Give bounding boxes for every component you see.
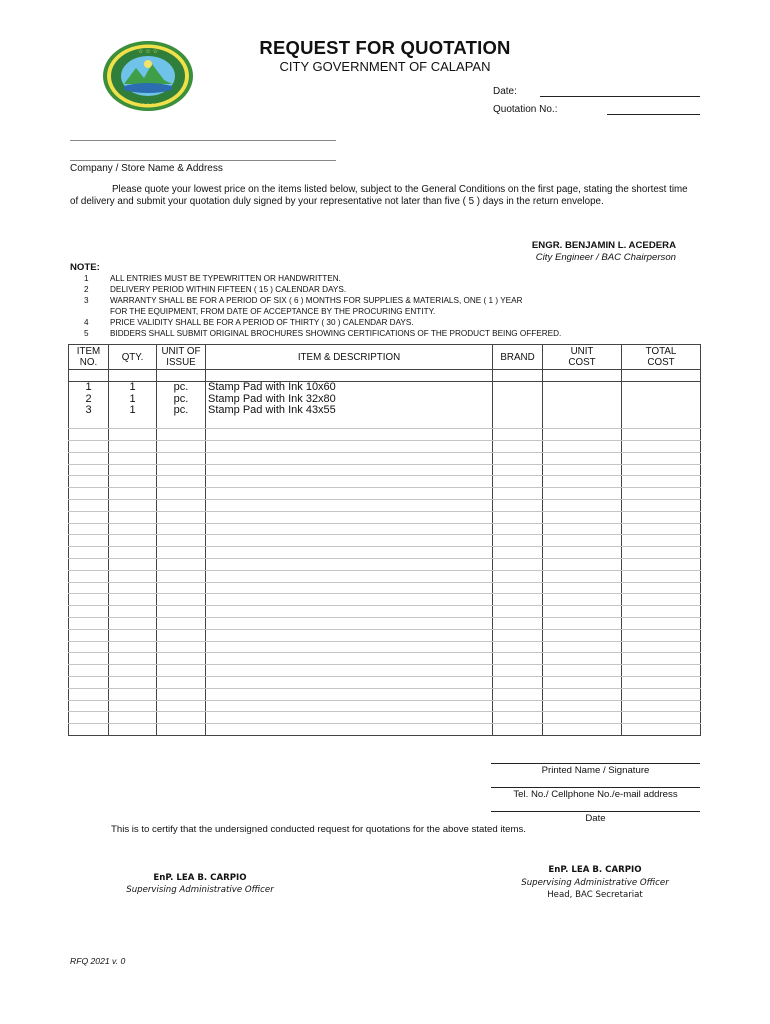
empty-cell[interactable] [493, 558, 543, 570]
table-row-empty [69, 511, 701, 523]
empty-cell[interactable] [543, 700, 622, 712]
empty-cell[interactable] [109, 724, 157, 736]
empty-cell[interactable] [543, 582, 622, 594]
table-row-empty [69, 452, 701, 464]
cell-item-no: 3 [69, 405, 109, 417]
empty-cell[interactable] [622, 547, 701, 559]
cell-unit-cost[interactable] [543, 405, 622, 417]
table-row-empty [69, 676, 701, 688]
empty-cell[interactable] [493, 452, 543, 464]
officer-left-name: EnP. LEA B. CARPIO [153, 873, 247, 883]
officer-right-name: EnP. LEA B. CARPIO [548, 865, 642, 875]
note-text: ALL ENTRIES MUST BE TYPEWRITTEN OR HANDWRITTEN. [110, 274, 341, 283]
empty-cell[interactable] [206, 712, 493, 724]
note-text: BIDDERS SHALL SUBMIT ORIGINAL BROCHURES SHOWING CERTIFICATIONS OF THE PRODUCT BEING OFFERED. [110, 329, 562, 338]
empty-cell[interactable] [109, 676, 157, 688]
empty-cell[interactable] [493, 665, 543, 677]
empty-cell[interactable] [543, 641, 622, 653]
officer-right-subtitle: Head, BAC Secretariat [547, 890, 643, 900]
note-text: PRICE VALIDITY SHALL BE FOR A PERIOD OF THIRTY ( 30 ) CALENDAR DAYS. [110, 318, 414, 327]
empty-cell[interactable] [206, 594, 493, 606]
empty-cell[interactable] [69, 488, 109, 500]
empty-cell[interactable] [206, 665, 493, 677]
empty-cell[interactable] [543, 594, 622, 606]
note-number: 1 [84, 274, 89, 283]
chairperson-title: City Engineer / BAC Chairperson [535, 252, 676, 263]
intro-paragraph [70, 184, 690, 208]
empty-cell[interactable] [157, 452, 206, 464]
empty-cell[interactable] [493, 464, 543, 476]
empty-cell[interactable] [206, 499, 493, 511]
note-number: 2 [84, 285, 89, 294]
empty-cell[interactable] [543, 712, 622, 724]
empty-cell[interactable] [622, 606, 701, 618]
note-number: 4 [84, 318, 89, 327]
empty-cell[interactable] [69, 570, 109, 582]
table-row-empty [69, 724, 701, 736]
cell-total-cost[interactable] [622, 382, 701, 394]
cell-brand[interactable] [493, 405, 543, 417]
empty-cell[interactable] [543, 653, 622, 665]
empty-cell[interactable] [69, 499, 109, 511]
col-unit: UNIT OF ISSUE [157, 345, 206, 370]
empty-cell[interactable] [206, 523, 493, 535]
empty-cell[interactable] [543, 558, 622, 570]
empty-cell[interactable] [69, 582, 109, 594]
empty-cell[interactable] [206, 676, 493, 688]
empty-cell[interactable] [622, 535, 701, 547]
empty-cell[interactable] [157, 653, 206, 665]
cell-unit-cost[interactable] [543, 393, 622, 405]
empty-cell[interactable] [109, 629, 157, 641]
printed-name-label: Printed Name / Signature [541, 765, 650, 776]
empty-cell[interactable] [543, 547, 622, 559]
empty-cell[interactable] [157, 629, 206, 641]
table-row-empty [69, 665, 701, 677]
empty-cell[interactable] [543, 606, 622, 618]
table-header-row [69, 345, 701, 370]
empty-cell[interactable] [493, 523, 543, 535]
empty-cell[interactable] [543, 570, 622, 582]
signature-date-label: Date [585, 813, 606, 824]
note-item [84, 273, 684, 284]
empty-cell[interactable] [109, 476, 157, 488]
empty-cell[interactable] [493, 535, 543, 547]
empty-cell[interactable] [69, 429, 109, 441]
printed-name-signature-field[interactable] [491, 763, 700, 764]
cell-unit: pc. [157, 405, 206, 417]
empty-cell[interactable] [493, 499, 543, 511]
empty-cell[interactable] [157, 476, 206, 488]
empty-cell[interactable] [622, 488, 701, 500]
empty-cell[interactable] [109, 665, 157, 677]
empty-cell[interactable] [622, 594, 701, 606]
note-number: 5 [84, 329, 89, 338]
empty-cell[interactable] [157, 499, 206, 511]
empty-cell[interactable] [206, 606, 493, 618]
empty-cell[interactable] [543, 617, 622, 629]
empty-cell[interactable] [206, 488, 493, 500]
empty-cell[interactable] [493, 712, 543, 724]
table-row-empty [69, 523, 701, 535]
table-row-empty [69, 594, 701, 606]
empty-cell[interactable] [493, 676, 543, 688]
note-item [84, 317, 684, 328]
empty-cell[interactable] [206, 724, 493, 736]
empty-cell[interactable] [493, 688, 543, 700]
empty-cell[interactable] [109, 452, 157, 464]
note-text: WARRANTY SHALL BE FOR A PERIOD OF SIX ( 6 ) MONTHS FOR SUPPLIES & MATERIALS, ONE ( 1 ) YEAR [110, 296, 523, 305]
empty-cell[interactable] [157, 594, 206, 606]
table-row [69, 405, 701, 417]
empty-cell[interactable] [157, 582, 206, 594]
empty-cell[interactable] [206, 617, 493, 629]
date-label: Date: [493, 86, 517, 97]
officer-left-title: Supervising Administrative Officer [126, 885, 274, 895]
empty-cell[interactable] [622, 558, 701, 570]
table-row-empty [69, 688, 701, 700]
empty-cell[interactable] [69, 417, 109, 429]
empty-cell[interactable] [69, 511, 109, 523]
svg-text:• • •: • • • [141, 102, 155, 108]
empty-cell[interactable] [69, 464, 109, 476]
empty-cell[interactable] [493, 570, 543, 582]
table-row-empty [69, 417, 701, 429]
table-row [69, 382, 701, 394]
empty-cell[interactable] [543, 535, 622, 547]
note-text: FOR THE EQUIPMENT, FROM DATE OF ACCEPTANCE BY THE PROCURING ENTITY. [110, 307, 436, 316]
empty-cell[interactable] [206, 535, 493, 547]
cell-item-no: 1 [69, 382, 109, 394]
empty-cell[interactable] [206, 511, 493, 523]
table-row-empty [69, 488, 701, 500]
empty-cell[interactable] [69, 452, 109, 464]
empty-cell[interactable] [109, 700, 157, 712]
officer-right-title: Supervising Administrative Officer [521, 878, 669, 888]
empty-cell[interactable] [157, 464, 206, 476]
empty-cell[interactable] [543, 523, 622, 535]
empty-cell[interactable] [622, 476, 701, 488]
empty-cell[interactable] [206, 429, 493, 441]
cell-unit: pc. [157, 382, 206, 394]
cell-brand[interactable] [493, 393, 543, 405]
empty-cell[interactable] [206, 440, 493, 452]
cell-qty: 1 [109, 393, 157, 405]
empty-cell[interactable] [157, 724, 206, 736]
empty-cell[interactable] [493, 511, 543, 523]
empty-cell[interactable] [109, 535, 157, 547]
date-field[interactable] [540, 96, 700, 97]
empty-cell[interactable] [69, 724, 109, 736]
empty-cell[interactable] [109, 606, 157, 618]
cell-qty: 1 [109, 382, 157, 394]
cell-item-no: 2 [69, 393, 109, 405]
empty-cell[interactable] [622, 700, 701, 712]
empty-cell[interactable] [543, 464, 622, 476]
empty-cell[interactable] [206, 688, 493, 700]
empty-cell[interactable] [109, 712, 157, 724]
empty-cell[interactable] [493, 488, 543, 500]
items-table [68, 344, 701, 736]
empty-cell[interactable] [109, 417, 157, 429]
empty-cell[interactable] [109, 617, 157, 629]
empty-cell[interactable] [69, 641, 109, 653]
notes-list [84, 273, 684, 339]
note-number [84, 306, 110, 317]
table-row-empty [69, 558, 701, 570]
empty-cell[interactable] [157, 488, 206, 500]
table-row-empty [69, 606, 701, 618]
note-item [84, 328, 684, 339]
issuer-name: CITY GOVERNMENT OF CALAPAN [279, 59, 491, 74]
empty-cell[interactable] [493, 724, 543, 736]
svg-text:☆ ☆ ☆: ☆ ☆ ☆ [138, 48, 158, 55]
empty-cell[interactable] [157, 523, 206, 535]
col-item-no: ITEM NO. [69, 345, 109, 370]
empty-cell[interactable] [206, 641, 493, 653]
empty-cell[interactable] [493, 617, 543, 629]
empty-cell[interactable] [109, 570, 157, 582]
empty-cell[interactable] [157, 665, 206, 677]
company-label: Company / Store Name & Address [70, 163, 223, 174]
empty-cell[interactable] [622, 724, 701, 736]
empty-cell[interactable] [206, 582, 493, 594]
table-row-empty [69, 617, 701, 629]
cell-total-cost[interactable] [622, 405, 701, 417]
note-item [84, 284, 684, 295]
empty-cell[interactable] [622, 452, 701, 464]
empty-cell[interactable] [109, 488, 157, 500]
empty-cell[interactable] [622, 511, 701, 523]
empty-cell[interactable] [157, 700, 206, 712]
empty-cell[interactable] [109, 558, 157, 570]
note-number: 3 [84, 296, 89, 305]
empty-cell[interactable] [109, 582, 157, 594]
table-row-empty [69, 440, 701, 452]
empty-cell[interactable] [493, 417, 543, 429]
empty-cell[interactable] [109, 653, 157, 665]
empty-cell[interactable] [109, 499, 157, 511]
empty-cell[interactable] [622, 665, 701, 677]
contact-label: Tel. No./ Cellphone No./e-mail address [513, 789, 678, 800]
table-row-empty [69, 547, 701, 559]
empty-cell[interactable] [543, 724, 622, 736]
empty-cell[interactable] [69, 476, 109, 488]
empty-cell[interactable] [69, 606, 109, 618]
table-row-empty [69, 535, 701, 547]
empty-cell[interactable] [69, 676, 109, 688]
empty-cell[interactable] [157, 606, 206, 618]
empty-cell[interactable] [493, 547, 543, 559]
table-row-empty [69, 700, 701, 712]
table-row-empty [69, 653, 701, 665]
empty-cell[interactable] [622, 429, 701, 441]
empty-cell[interactable] [69, 688, 109, 700]
empty-cell[interactable] [206, 570, 493, 582]
empty-cell[interactable] [109, 688, 157, 700]
note-item [84, 295, 684, 306]
form-version: RFQ 2021 v. 0 [70, 956, 126, 966]
empty-cell[interactable] [206, 700, 493, 712]
empty-cell[interactable] [493, 594, 543, 606]
col-brand: BRAND [493, 345, 543, 370]
empty-cell[interactable] [206, 653, 493, 665]
cell-brand[interactable] [493, 382, 543, 394]
empty-cell[interactable] [109, 429, 157, 441]
empty-cell[interactable] [109, 511, 157, 523]
empty-cell[interactable] [543, 676, 622, 688]
empty-cell[interactable] [157, 712, 206, 724]
table-row-empty [69, 582, 701, 594]
empty-cell[interactable] [69, 700, 109, 712]
empty-cell[interactable] [109, 547, 157, 559]
cell-unit-cost[interactable] [543, 382, 622, 394]
empty-cell[interactable] [622, 570, 701, 582]
empty-cell[interactable] [622, 523, 701, 535]
empty-cell[interactable] [543, 688, 622, 700]
col-qty: QTY. [109, 345, 157, 370]
empty-cell[interactable] [206, 547, 493, 559]
empty-cell[interactable] [206, 464, 493, 476]
chairperson-name: ENGR. BENJAMIN L. ACEDERA [531, 240, 676, 251]
signature-date-field[interactable] [491, 811, 700, 812]
table-row-empty [69, 476, 701, 488]
empty-cell[interactable] [69, 594, 109, 606]
empty-cell[interactable] [493, 429, 543, 441]
empty-cell[interactable] [622, 712, 701, 724]
empty-cell[interactable] [622, 688, 701, 700]
empty-cell[interactable] [69, 558, 109, 570]
empty-cell[interactable] [157, 417, 206, 429]
empty-cell[interactable] [622, 629, 701, 641]
empty-cell[interactable] [543, 499, 622, 511]
table-row [69, 393, 701, 405]
empty-cell[interactable] [543, 440, 622, 452]
table-row-empty [69, 464, 701, 476]
empty-cell[interactable] [157, 617, 206, 629]
empty-cell[interactable] [157, 558, 206, 570]
empty-cell[interactable] [493, 700, 543, 712]
empty-cell[interactable] [493, 582, 543, 594]
empty-cell[interactable] [543, 488, 622, 500]
empty-cell[interactable] [543, 476, 622, 488]
empty-cell[interactable] [493, 641, 543, 653]
empty-cell[interactable] [69, 617, 109, 629]
empty-cell[interactable] [622, 641, 701, 653]
certification-text: This is to certify that the undersigned conducted request for quotations for the above stated items. [111, 824, 526, 835]
empty-cell[interactable] [69, 653, 109, 665]
empty-cell[interactable] [622, 440, 701, 452]
empty-cell[interactable] [157, 429, 206, 441]
table-row-empty [69, 641, 701, 653]
notes-heading: NOTE: [70, 262, 100, 273]
table-row-empty [69, 570, 701, 582]
empty-cell[interactable] [206, 629, 493, 641]
company-address-field[interactable] [70, 160, 336, 161]
cell-qty: 1 [109, 405, 157, 417]
empty-cell[interactable] [543, 429, 622, 441]
empty-cell[interactable] [622, 582, 701, 594]
empty-cell[interactable] [157, 535, 206, 547]
cell-description: Stamp Pad with Ink 43x55 [206, 405, 493, 417]
empty-cell[interactable] [69, 440, 109, 452]
empty-cell[interactable] [493, 440, 543, 452]
empty-cell[interactable] [493, 476, 543, 488]
contact-field[interactable] [491, 787, 700, 788]
empty-cell[interactable] [69, 547, 109, 559]
empty-cell[interactable] [69, 523, 109, 535]
empty-cell[interactable] [543, 417, 622, 429]
col-description: ITEM & DESCRIPTION [206, 345, 493, 370]
note-item [84, 306, 684, 317]
empty-cell[interactable] [157, 547, 206, 559]
empty-cell[interactable] [157, 440, 206, 452]
empty-cell[interactable] [543, 511, 622, 523]
empty-cell[interactable] [69, 712, 109, 724]
empty-cell[interactable] [206, 476, 493, 488]
empty-cell[interactable] [157, 570, 206, 582]
empty-cell[interactable] [622, 676, 701, 688]
empty-cell[interactable] [69, 535, 109, 547]
cell-total-cost[interactable] [622, 393, 701, 405]
empty-cell[interactable] [622, 464, 701, 476]
cell-description: Stamp Pad with Ink 10x60 [206, 382, 493, 394]
empty-cell[interactable] [157, 676, 206, 688]
empty-cell[interactable] [157, 641, 206, 653]
empty-cell[interactable] [157, 511, 206, 523]
empty-cell[interactable] [206, 452, 493, 464]
empty-cell[interactable] [157, 688, 206, 700]
table-row-empty [69, 712, 701, 724]
table-spacer-row [69, 370, 701, 382]
table-row-empty [69, 629, 701, 641]
empty-cell[interactable] [543, 452, 622, 464]
document-title: REQUEST FOR QUOTATION [259, 37, 511, 58]
cell-unit: pc. [157, 393, 206, 405]
quotation-no-label: Quotation No.: [493, 104, 558, 115]
empty-cell[interactable] [543, 665, 622, 677]
intro-text: Please quote your lowest price on the items listed below, subject to the General Conditions on the first page, stating the shortest time of delivery and submit your quotation duly signed by your representative not later than five ( 5 ) days in the return envelope. [70, 184, 688, 208]
table-row-empty [69, 429, 701, 441]
col-total-cost: TOTAL COST [622, 345, 701, 370]
empty-cell[interactable] [543, 629, 622, 641]
note-text: DELIVERY PERIOD WITHIN FIFTEEN ( 15 ) CALENDAR DAYS. [110, 285, 347, 294]
empty-cell[interactable] [206, 558, 493, 570]
empty-cell[interactable] [109, 464, 157, 476]
empty-cell[interactable] [109, 594, 157, 606]
quotation-no-field[interactable] [607, 114, 700, 115]
empty-cell[interactable] [622, 653, 701, 665]
col-unit-cost: UNIT COST [543, 345, 622, 370]
empty-cell[interactable] [622, 417, 701, 429]
empty-cell[interactable] [622, 617, 701, 629]
empty-cell[interactable] [69, 629, 109, 641]
empty-cell[interactable] [206, 417, 493, 429]
empty-cell[interactable] [109, 440, 157, 452]
empty-cell[interactable] [109, 523, 157, 535]
empty-cell[interactable] [109, 641, 157, 653]
empty-cell[interactable] [622, 499, 701, 511]
cell-description: Stamp Pad with Ink 32x80 [206, 393, 493, 405]
table-row-empty [69, 499, 701, 511]
empty-cell[interactable] [69, 665, 109, 677]
company-name-field[interactable] [70, 140, 336, 141]
empty-cell[interactable] [493, 653, 543, 665]
empty-cell[interactable] [493, 629, 543, 641]
empty-cell[interactable] [493, 606, 543, 618]
